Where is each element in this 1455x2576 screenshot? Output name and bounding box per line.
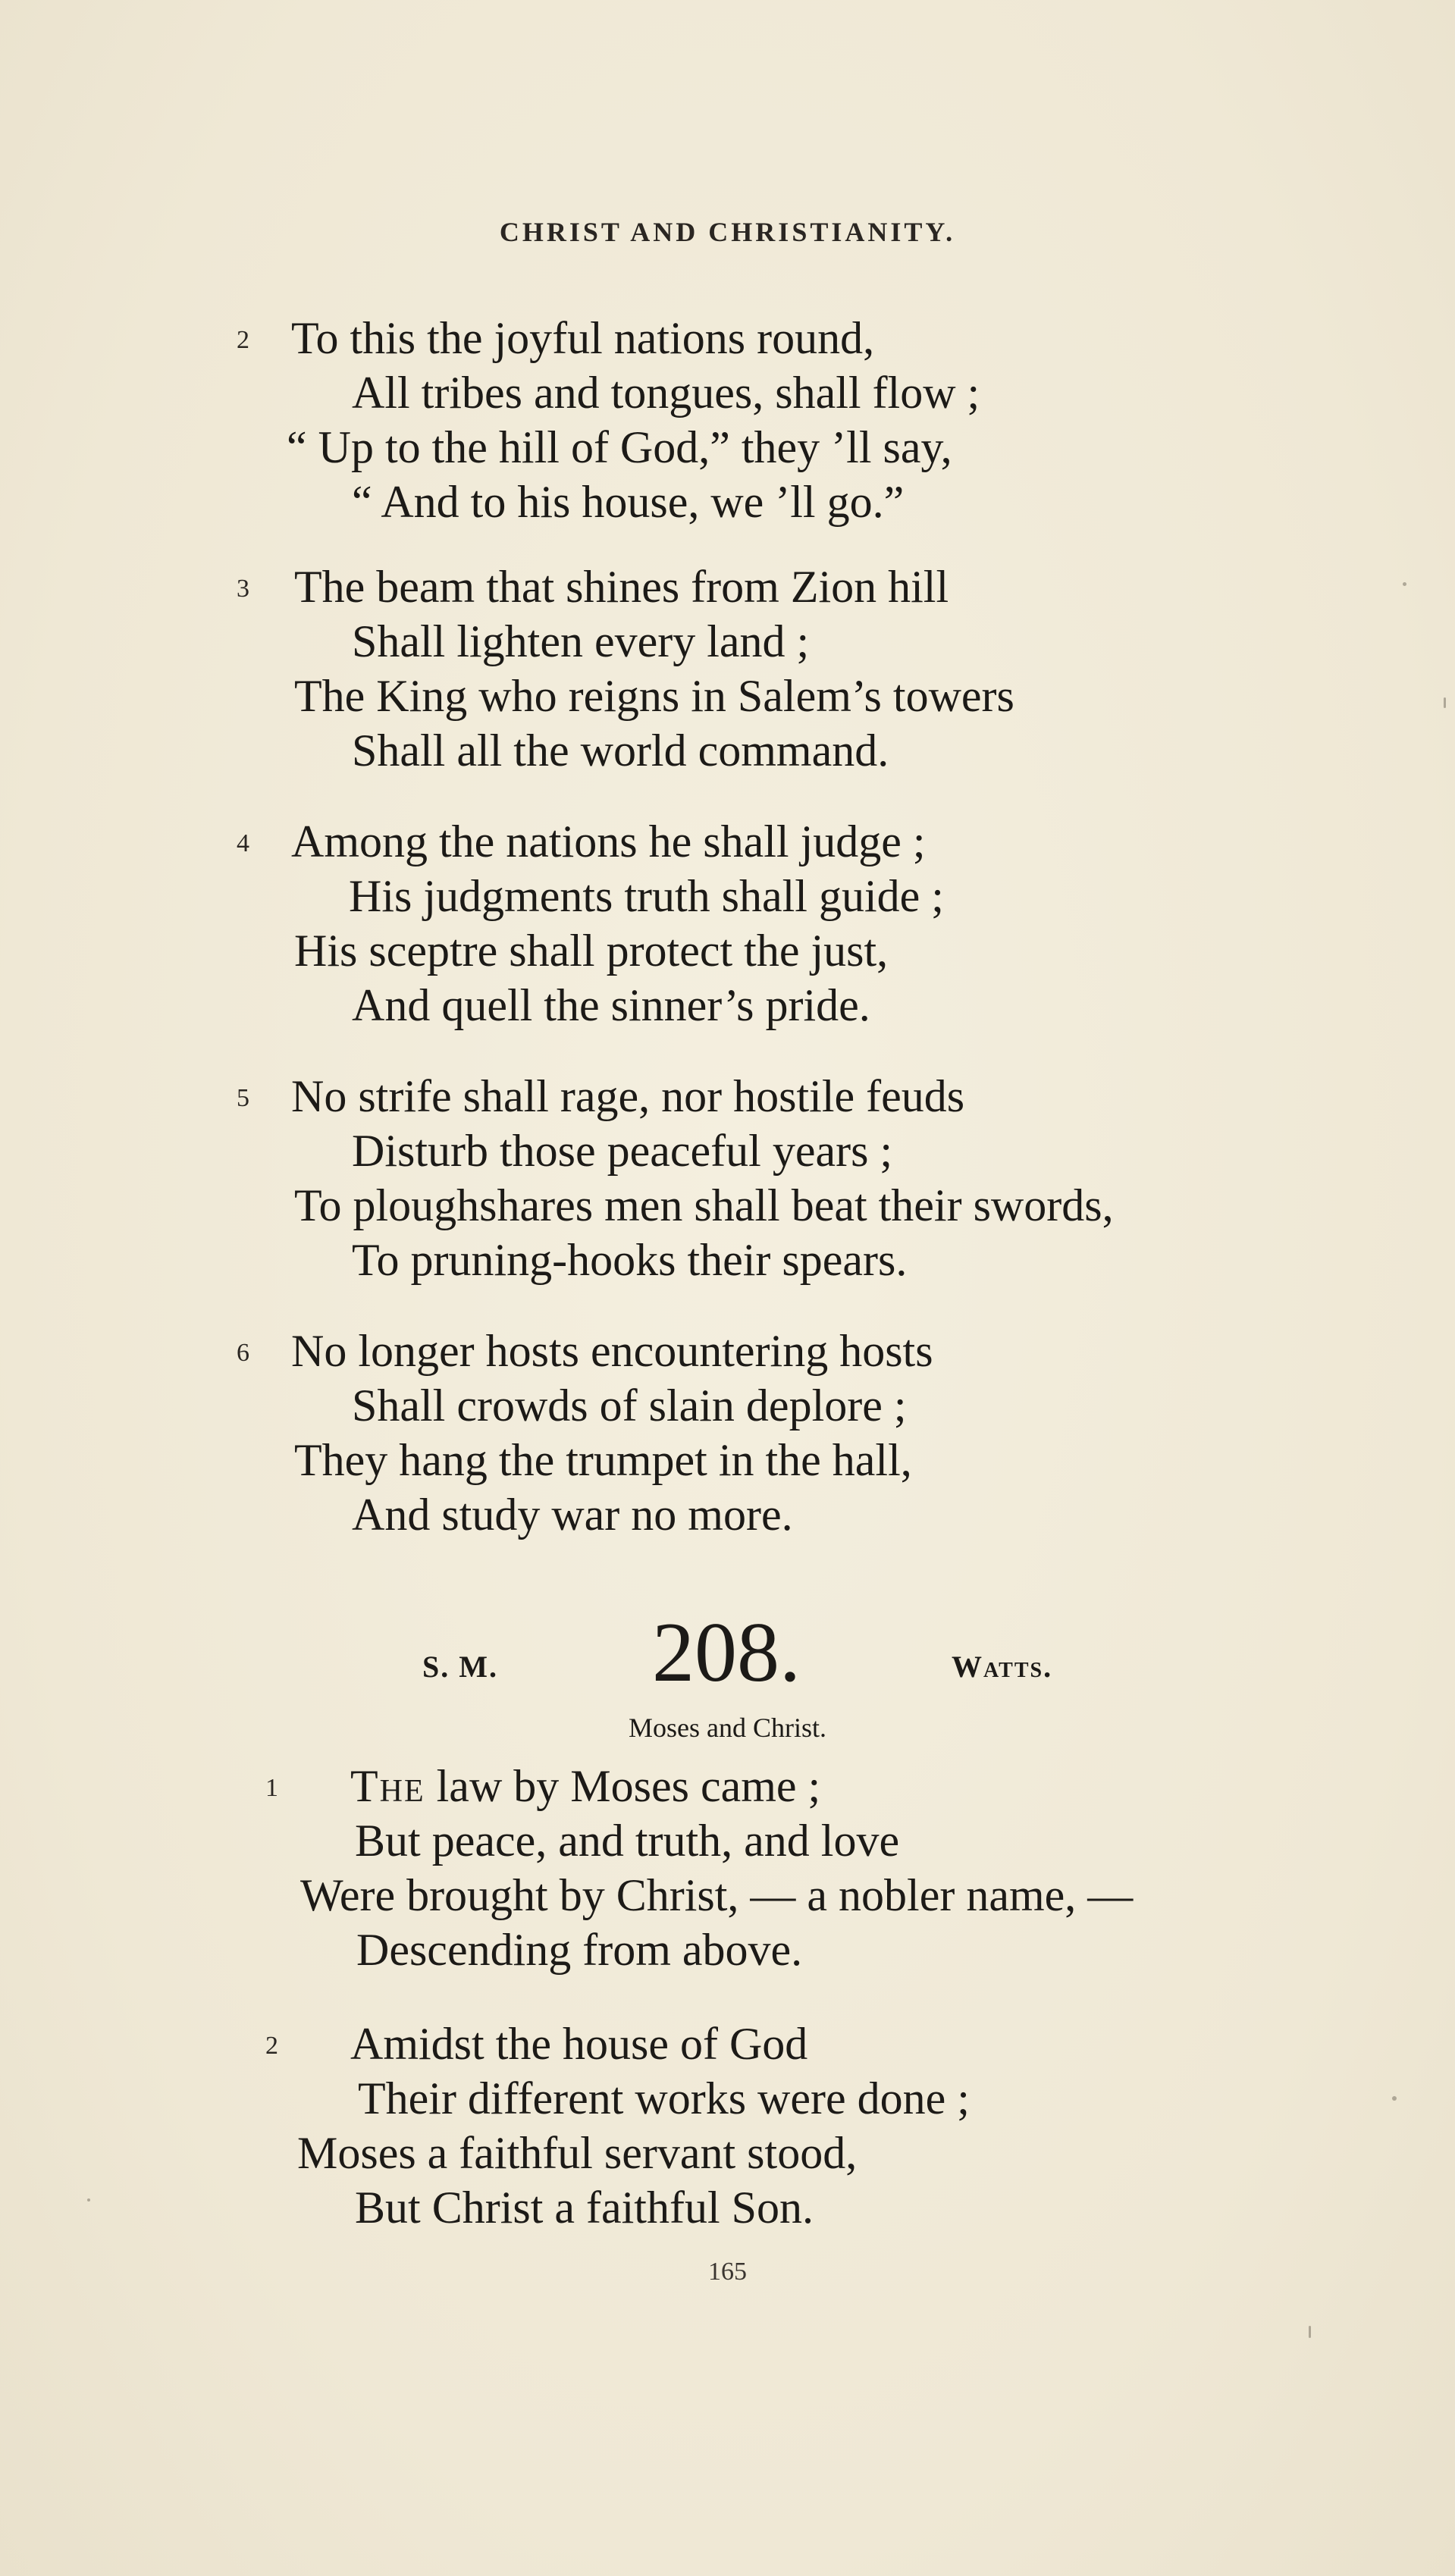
hymn-heading <box>0 1607 1455 1698</box>
stanza-number: 2 <box>237 326 249 354</box>
stanza-line: “ And to his house, we ’ll go.” <box>352 477 905 527</box>
first-line-rest: law by Moses came ; <box>425 1761 821 1811</box>
stanza-line: And quell the sinner’s pride. <box>352 980 870 1030</box>
stanza-line: To this the joyful nations round, <box>291 313 875 363</box>
scan-speck <box>1444 697 1446 708</box>
stanza-line: To pruning-hooks their spears. <box>352 1235 908 1285</box>
stanza-line: The beam that shines from Zion hill <box>294 562 949 612</box>
scan-speck <box>1309 2326 1311 2338</box>
page-number: 165 <box>708 2258 747 2286</box>
hymn-author: Watts. <box>952 1650 1053 1684</box>
stanza-line: “ Up to the hill of God,” they ’ll say, <box>287 422 952 472</box>
stanza-line: No strife shall rage, nor hostile feuds <box>291 1071 965 1121</box>
stanza-line: His sceptre shall protect the just, <box>294 926 889 976</box>
stanza-line: Moses a faithful servant stood, <box>297 2128 858 2178</box>
hymn-meter: S. M. <box>422 1650 498 1684</box>
scan-speck <box>1403 582 1406 586</box>
hymn-subtitle: Moses and Christ. <box>629 1713 826 1743</box>
stanza-line: Were brought by Christ, — a nobler name, — <box>300 1870 1134 1920</box>
running-head: CHRIST AND CHRISTIANITY. <box>499 217 956 247</box>
stanza-line <box>350 1759 820 1813</box>
stanza-line: His judgments truth shall guide ; <box>349 871 944 921</box>
stanza-line: And study war no more. <box>352 1490 793 1540</box>
stanza-line: Descending from above. <box>356 1925 803 1975</box>
stanza-line: Amidst the house of God <box>350 2019 808 2069</box>
stanza-line: Shall crowds of slain deplore ; <box>352 1380 907 1431</box>
scan-speck <box>87 2198 90 2202</box>
stanza-line: Among the nations he shall judge ; <box>291 816 926 867</box>
stanza-line: Disturb those peaceful years ; <box>352 1126 893 1176</box>
hymn-number: 208. <box>652 1606 801 1700</box>
stanza-line: All tribes and tongues, shall flow ; <box>352 368 980 418</box>
first-word: The <box>350 1761 425 1811</box>
stanza-line: To ploughshares men shall beat their swords, <box>294 1180 1114 1230</box>
stanza-number: 6 <box>237 1339 249 1367</box>
stanza-number: 4 <box>237 829 249 857</box>
stanza-line: Shall all the world command. <box>352 725 889 776</box>
stanza-line: Their different works were done ; <box>358 2073 970 2123</box>
stanza-line: No longer hosts encountering hosts <box>291 1326 933 1376</box>
stanza-number: 2 <box>265 2032 278 2060</box>
stanza-line: The King who reigns in Salem’s towers <box>294 671 1014 721</box>
stanza-number: 5 <box>237 1084 249 1112</box>
scan-speck <box>1392 2096 1397 2101</box>
stanza-line: But peace, and truth, and love <box>355 1816 900 1866</box>
stanza-number: 1 <box>265 1774 278 1802</box>
stanza-number: 3 <box>237 575 249 603</box>
stanza-line: They hang the trumpet in the hall, <box>294 1435 912 1485</box>
stanza-line: But Christ a faithful Son. <box>355 2183 814 2233</box>
stanza-line: Shall lighten every land ; <box>352 616 810 666</box>
